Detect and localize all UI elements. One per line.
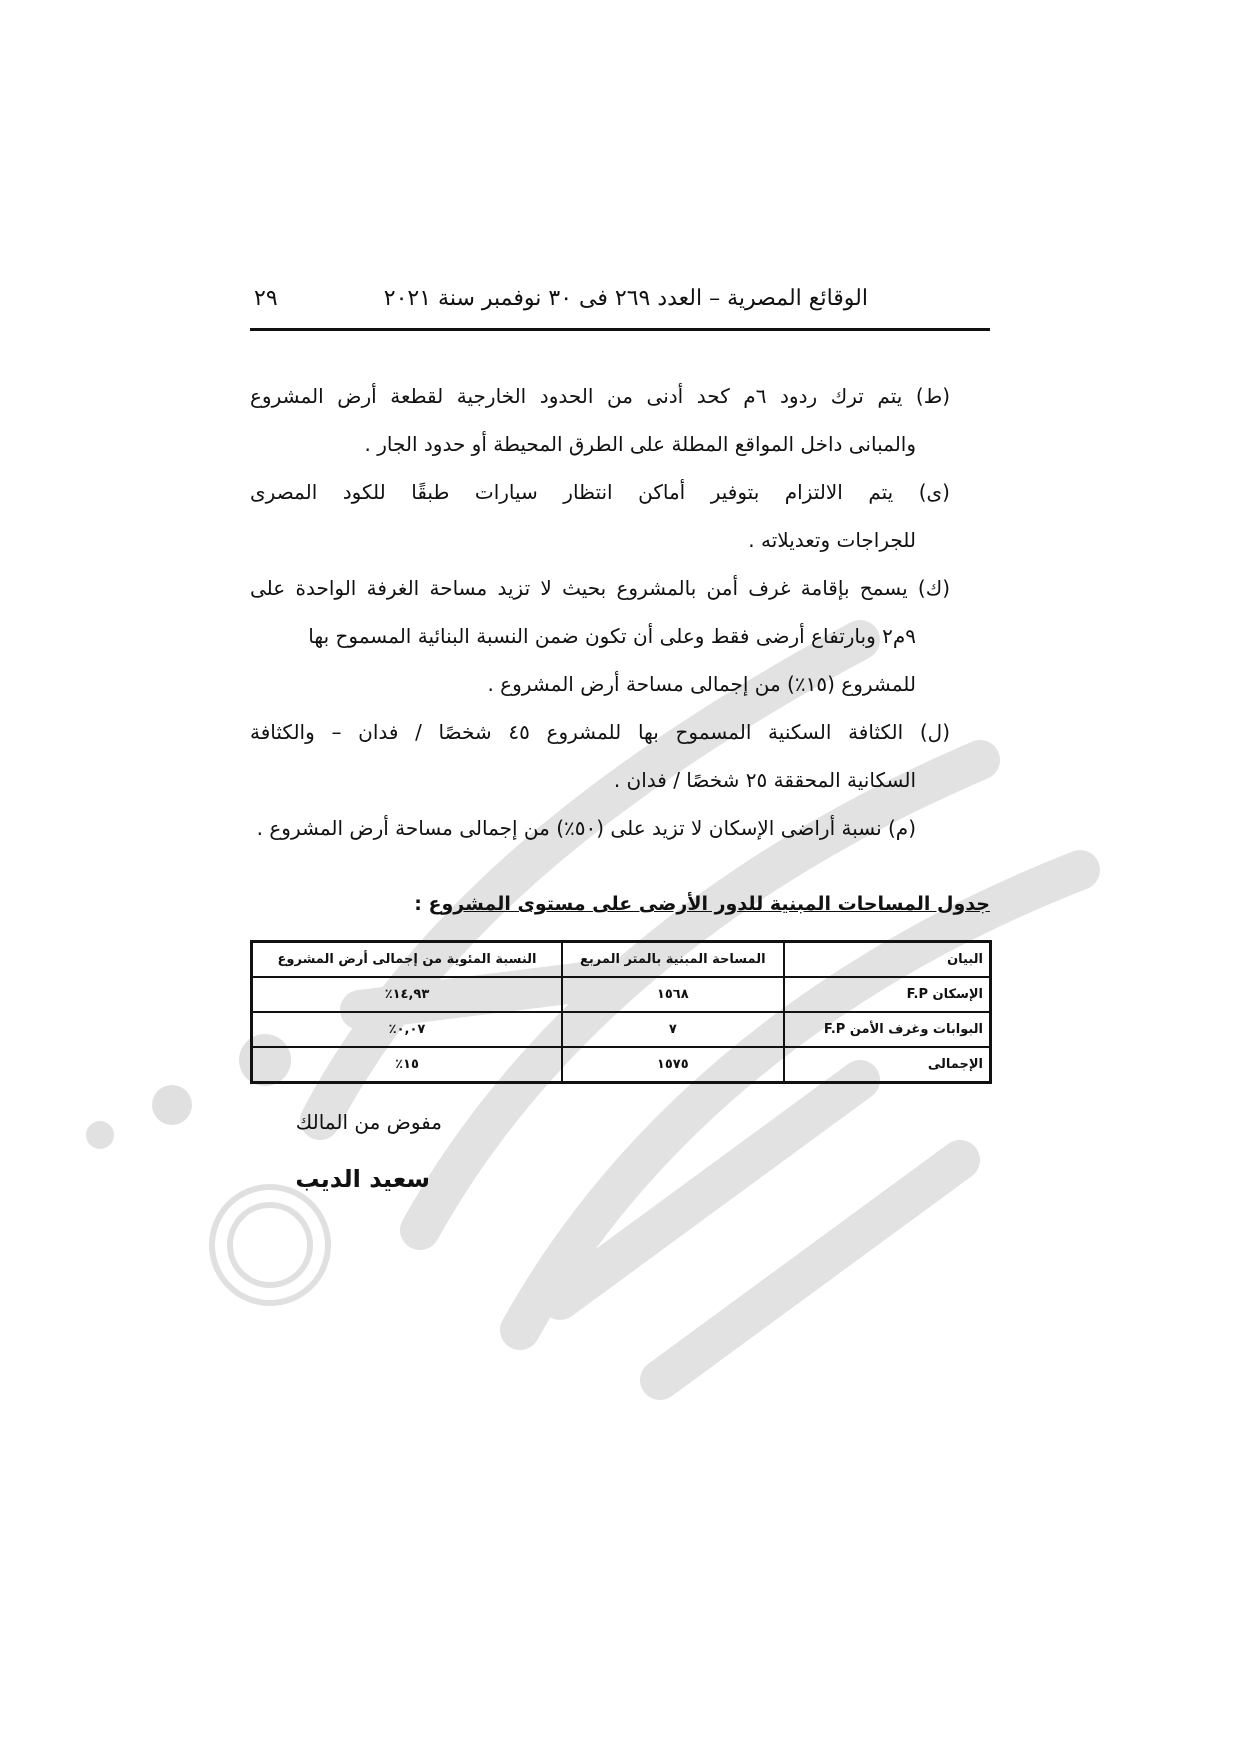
cell-percent: ١٤,٩٣٪	[252, 977, 563, 1012]
table-row	[252, 1012, 991, 1047]
clause-mim	[250, 804, 950, 852]
cell-area: ١٥٦٨	[562, 977, 784, 1012]
table-title	[414, 893, 990, 915]
signer-name: سعيد الديب	[295, 1165, 430, 1193]
cell-item: الإسكان F.P	[784, 977, 991, 1012]
page-number: ٢٩	[254, 286, 278, 311]
clause-line: للجراجات وتعديلاته .	[748, 528, 916, 552]
table-title-colon: :	[414, 893, 429, 915]
clause-line: السكانية المحققة ٢٥ شخصًا / فدان .	[613, 768, 916, 792]
cell-area: ٧	[562, 1012, 784, 1047]
clause-line: (ط) يتم ترك ردود ٦م كحد أدنى من الحدود الخارجية لقطعة أرض المشروع	[250, 384, 950, 408]
signer-role: مفوض من المالك	[295, 1110, 442, 1134]
cell-area: ١٥٧٥	[562, 1047, 784, 1083]
clause-kaf	[250, 564, 950, 708]
header-item: البيان	[784, 942, 991, 978]
clause-line: (م) نسبة أراضى الإسكان لا تزيد على (٥٠٪) من إجمالى مساحة أرض المشروع .	[256, 816, 916, 840]
clause-line: (ل) الكثافة السكنية المسموح بها للمشروع ٤٥ شخصًا / فدان – والكثافة	[250, 720, 950, 744]
table-header-row	[252, 942, 991, 978]
clause-line: (ى) يتم الالتزام بتوفير أماكن انتظار سيارات طبقًا للكود المصرى	[250, 480, 950, 504]
table-row	[252, 977, 991, 1012]
clause-line: للمشروع (١٥٪) من إجمالى مساحة أرض المشروع .	[487, 672, 916, 696]
journal-issue-title: الوقائع المصرية – العدد ٢٦٩ فى ٣٠ نوفمبر سنة ٢٠٢١	[383, 286, 868, 311]
conditions-list	[250, 372, 950, 852]
cell-item: البوابات وغرف الأمن F.P	[784, 1012, 991, 1047]
clause-line: ٩م٢ وبارتفاع أرضى فقط وعلى أن تكون ضمن النسبة البنائية المسموح بها	[308, 624, 916, 648]
table-title-text: جدول المساحات المبنية للدور الأرضى على مستوى المشروع	[428, 893, 990, 915]
clause-ta	[250, 372, 950, 468]
table-row	[252, 1047, 991, 1083]
clause-lam	[250, 708, 950, 804]
cell-item: الإجمالى	[784, 1047, 991, 1083]
page-header	[250, 280, 990, 331]
cell-percent: ٠,٠٧٪	[252, 1012, 563, 1047]
cell-percent: ١٥٪	[252, 1047, 563, 1083]
clause-line: والمبانى داخل المواقع المطلة على الطرق المحيطة أو حدود الجار .	[364, 432, 916, 456]
header-area: المساحة المبنية بالمتر المربع	[562, 942, 784, 978]
clause-line: (ك) يسمح بإقامة غرف أمن بالمشروع بحيث لا تزيد مساحة الغرفة الواحدة على	[250, 576, 950, 600]
built-area-table	[250, 940, 992, 1084]
header-percent: النسبة المئوية من إجمالى أرض المشروع	[252, 942, 563, 978]
clause-ya	[250, 468, 950, 564]
